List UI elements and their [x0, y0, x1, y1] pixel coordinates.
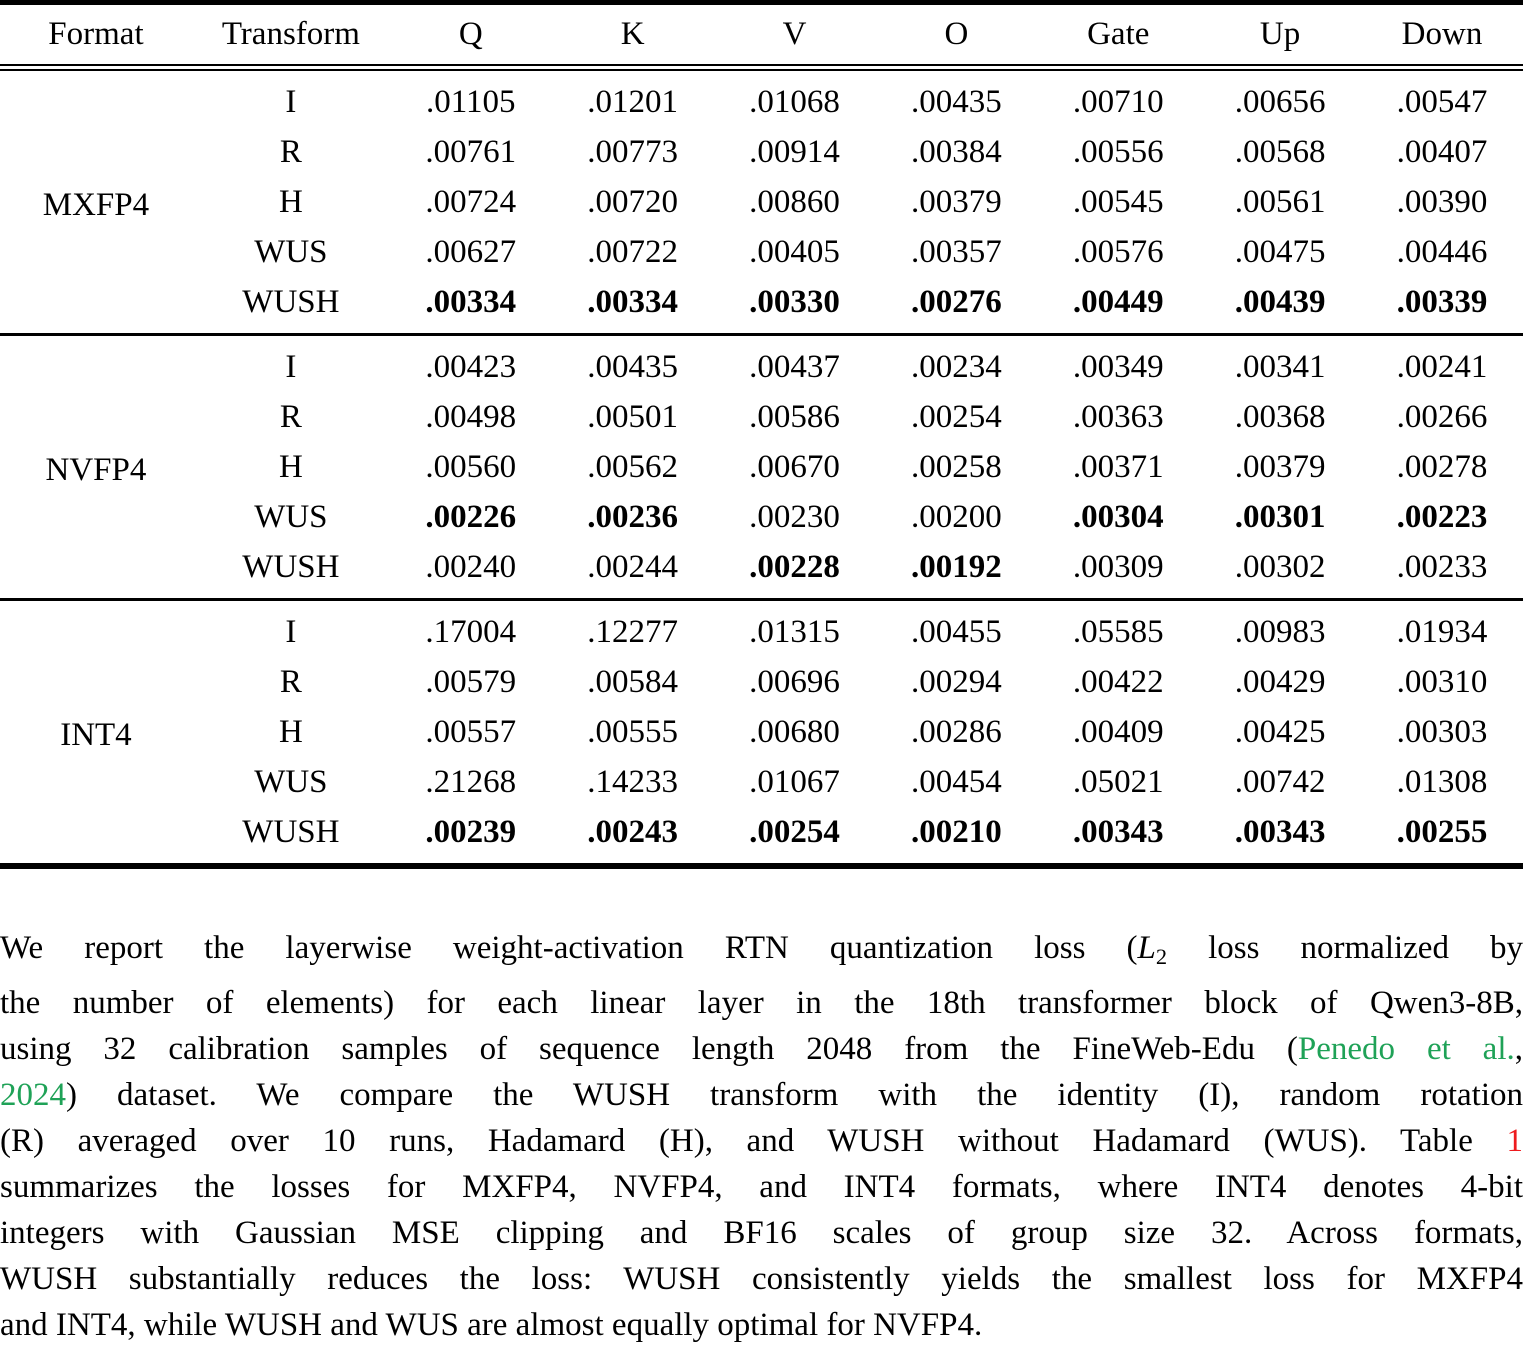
transform-cell: WUSH	[192, 542, 390, 600]
caption-text: and INT4, while WUSH and WUS are almost equally optimal for NVFP4.	[0, 1307, 982, 1343]
transform-cell: R	[192, 657, 390, 707]
format-cell: NVFP4	[0, 335, 192, 600]
value-cell: .00278	[1361, 442, 1523, 492]
value-cell: .00349	[1037, 335, 1199, 393]
col-header-q: Q	[390, 3, 552, 68]
transform-cell: WUS	[192, 227, 390, 277]
table-row	[0, 227, 1523, 277]
table-row	[0, 392, 1523, 442]
transform-cell: H	[192, 177, 390, 227]
value-cell: .00266	[1361, 392, 1523, 442]
value-cell: .00240	[390, 542, 552, 600]
transform-cell: WUS	[192, 492, 390, 542]
caption-line	[0, 1256, 1523, 1302]
value-cell: .00724	[390, 177, 552, 227]
value-cell: .00339	[1361, 277, 1523, 335]
value-cell: .00547	[1361, 68, 1523, 128]
value-cell: .00371	[1037, 442, 1199, 492]
value-cell: .00568	[1199, 127, 1361, 177]
table-row	[0, 68, 1523, 128]
value-cell: .00258	[875, 442, 1037, 492]
col-header-v: V	[714, 3, 876, 68]
value-cell: .00304	[1037, 492, 1199, 542]
table-header-row	[0, 3, 1523, 68]
value-cell: .00230	[714, 492, 876, 542]
caption-line	[0, 1026, 1523, 1072]
value-cell: .00560	[390, 442, 552, 492]
value-cell: .01067	[714, 757, 876, 807]
value-cell: .00210	[875, 807, 1037, 866]
value-cell: .00286	[875, 707, 1037, 757]
value-cell: .00244	[552, 542, 714, 600]
value-cell: .01315	[714, 600, 876, 658]
value-cell: .00545	[1037, 177, 1199, 227]
value-cell: .01308	[1361, 757, 1523, 807]
value-cell: .00243	[552, 807, 714, 866]
col-header-transform: Transform	[192, 3, 390, 68]
caption-text: WUSH substantially reduces the loss: WUSH consistently yields the smallest loss for MXFP4	[0, 1261, 1523, 1297]
value-cell: .00405	[714, 227, 876, 277]
value-cell: .00584	[552, 657, 714, 707]
value-cell: .00423	[390, 335, 552, 393]
value-cell: .00226	[390, 492, 552, 542]
value-cell: .00425	[1199, 707, 1361, 757]
caption-line	[0, 1302, 1523, 1348]
value-cell: .01201	[552, 68, 714, 128]
col-header-down: Down	[1361, 3, 1523, 68]
value-cell: .00302	[1199, 542, 1361, 600]
transform-cell: WUSH	[192, 277, 390, 335]
value-cell: .12277	[552, 600, 714, 658]
caption-text: the number of elements) for each linear layer in the 18th transformer block of Qwen3-8B,	[0, 985, 1523, 1021]
citation-link[interactable]: Penedo et al.	[1298, 1031, 1515, 1067]
value-cell: .00983	[1199, 600, 1361, 658]
table-row	[0, 335, 1523, 393]
value-cell: .00254	[875, 392, 1037, 442]
value-cell: .00200	[875, 492, 1037, 542]
value-cell: .00301	[1199, 492, 1361, 542]
value-cell: .00233	[1361, 542, 1523, 600]
value-cell: .00192	[875, 542, 1037, 600]
caption-text: integers with Gaussian MSE clipping and BF16 scales of group size 32. Across formats,	[0, 1215, 1523, 1251]
value-cell: .00579	[390, 657, 552, 707]
value-cell: .00309	[1037, 542, 1199, 600]
table-row	[0, 657, 1523, 707]
value-cell: .00556	[1037, 127, 1199, 177]
value-cell: .00294	[875, 657, 1037, 707]
value-cell: .00435	[552, 335, 714, 393]
value-cell: .00357	[875, 227, 1037, 277]
caption-line	[0, 1072, 1523, 1118]
col-header-o: O	[875, 3, 1037, 68]
transform-cell: I	[192, 335, 390, 393]
value-cell: .00368	[1199, 392, 1361, 442]
caption-text: ) dataset. We compare the WUSH transform with the identity (I), random rotation	[66, 1077, 1523, 1113]
transform-cell: H	[192, 707, 390, 757]
format-cell: MXFP4	[0, 68, 192, 335]
value-cell: .00437	[714, 335, 876, 393]
transform-cell: H	[192, 442, 390, 492]
format-section-mxfp4	[0, 68, 1523, 335]
table-row	[0, 492, 1523, 542]
value-cell: .00239	[390, 807, 552, 866]
table-row	[0, 177, 1523, 227]
value-cell: .00670	[714, 442, 876, 492]
value-cell: .00234	[875, 335, 1037, 393]
value-cell: .00379	[875, 177, 1037, 227]
value-cell: .00455	[875, 600, 1037, 658]
col-header-k: K	[552, 3, 714, 68]
value-cell: .00561	[1199, 177, 1361, 227]
value-cell: .01105	[390, 68, 552, 128]
value-cell: .00407	[1361, 127, 1523, 177]
transform-cell: I	[192, 68, 390, 128]
table-row	[0, 277, 1523, 335]
value-cell: .01068	[714, 68, 876, 128]
format-section-nvfp4	[0, 335, 1523, 600]
value-cell: .00334	[390, 277, 552, 335]
table-row	[0, 757, 1523, 807]
table-caption	[0, 925, 1523, 1348]
table-row	[0, 127, 1523, 177]
value-cell: .00343	[1199, 807, 1361, 866]
transform-cell: WUS	[192, 757, 390, 807]
table-ref-link[interactable]: 1	[1507, 1123, 1523, 1159]
value-cell: .00557	[390, 707, 552, 757]
caption-text: loss normalized by	[1167, 930, 1523, 966]
col-header-gate: Gate	[1037, 3, 1199, 68]
transform-cell: I	[192, 600, 390, 658]
value-cell: .00576	[1037, 227, 1199, 277]
caption-text: We report the layerwise weight-activation RTN quantization loss (	[0, 930, 1137, 966]
caption-text: ,	[1515, 1031, 1523, 1067]
value-cell: .00241	[1361, 335, 1523, 393]
value-cell: .00627	[390, 227, 552, 277]
value-cell: .00860	[714, 177, 876, 227]
format-cell: INT4	[0, 600, 192, 867]
citation-link[interactable]: 2024	[0, 1077, 66, 1113]
value-cell: .00562	[552, 442, 714, 492]
value-cell: .00390	[1361, 177, 1523, 227]
table-row	[0, 542, 1523, 600]
col-header-up: Up	[1199, 3, 1361, 68]
caption-text: (R) averaged over 10 runs, Hadamard (H), and WUSH without Hadamard (WUS). Table	[0, 1123, 1507, 1159]
value-cell: .00310	[1361, 657, 1523, 707]
value-cell: .00223	[1361, 492, 1523, 542]
caption-text: using 32 calibration samples of sequence length 2048 from the FineWeb-Edu (	[0, 1031, 1298, 1067]
caption-text: L	[1137, 930, 1155, 966]
value-cell: .00498	[390, 392, 552, 442]
value-cell: .00334	[552, 277, 714, 335]
caption-text: summarizes the losses for MXFP4, NVFP4, and INT4 formats, where INT4 denotes 4-bit	[0, 1169, 1523, 1205]
transform-cell: R	[192, 392, 390, 442]
value-cell: .00409	[1037, 707, 1199, 757]
value-cell: .00236	[552, 492, 714, 542]
value-cell: .00379	[1199, 442, 1361, 492]
value-cell: .00435	[875, 68, 1037, 128]
value-cell: .00454	[875, 757, 1037, 807]
value-cell: .00255	[1361, 807, 1523, 866]
value-cell: .14233	[552, 757, 714, 807]
value-cell: .17004	[390, 600, 552, 658]
value-cell: .00720	[552, 177, 714, 227]
value-cell: .00710	[1037, 68, 1199, 128]
value-cell: .00439	[1199, 277, 1361, 335]
value-cell: .01934	[1361, 600, 1523, 658]
table-row	[0, 442, 1523, 492]
value-cell: .00742	[1199, 757, 1361, 807]
value-cell: .00341	[1199, 335, 1361, 393]
value-cell: .00449	[1037, 277, 1199, 335]
value-cell: .05021	[1037, 757, 1199, 807]
value-cell: .00330	[714, 277, 876, 335]
caption-line	[0, 1164, 1523, 1210]
value-cell: .00446	[1361, 227, 1523, 277]
value-cell: .00761	[390, 127, 552, 177]
table-row	[0, 807, 1523, 866]
value-cell: .00363	[1037, 392, 1199, 442]
value-cell: .05585	[1037, 600, 1199, 658]
value-cell: .00680	[714, 707, 876, 757]
value-cell: .00254	[714, 807, 876, 866]
value-cell: .00343	[1037, 807, 1199, 866]
value-cell: .00475	[1199, 227, 1361, 277]
value-cell: .00586	[714, 392, 876, 442]
value-cell: .00429	[1199, 657, 1361, 707]
table-row	[0, 600, 1523, 658]
value-cell: .00501	[552, 392, 714, 442]
value-cell: .00773	[552, 127, 714, 177]
transform-cell: R	[192, 127, 390, 177]
value-cell: .00914	[714, 127, 876, 177]
value-cell: .00422	[1037, 657, 1199, 707]
value-cell: .00555	[552, 707, 714, 757]
value-cell: .00656	[1199, 68, 1361, 128]
value-cell: .00303	[1361, 707, 1523, 757]
table-row	[0, 707, 1523, 757]
caption-line	[0, 1118, 1523, 1164]
value-cell: .21268	[390, 757, 552, 807]
value-cell: .00722	[552, 227, 714, 277]
value-cell: .00228	[714, 542, 876, 600]
value-cell: .00276	[875, 277, 1037, 335]
value-cell: .00384	[875, 127, 1037, 177]
caption-line	[0, 925, 1523, 980]
transform-cell: WUSH	[192, 807, 390, 866]
caption-text: 2	[1156, 944, 1167, 969]
format-section-int4	[0, 600, 1523, 867]
caption-line	[0, 980, 1523, 1026]
value-cell: .00696	[714, 657, 876, 707]
col-header-format: Format	[0, 3, 192, 68]
caption-line	[0, 1210, 1523, 1256]
